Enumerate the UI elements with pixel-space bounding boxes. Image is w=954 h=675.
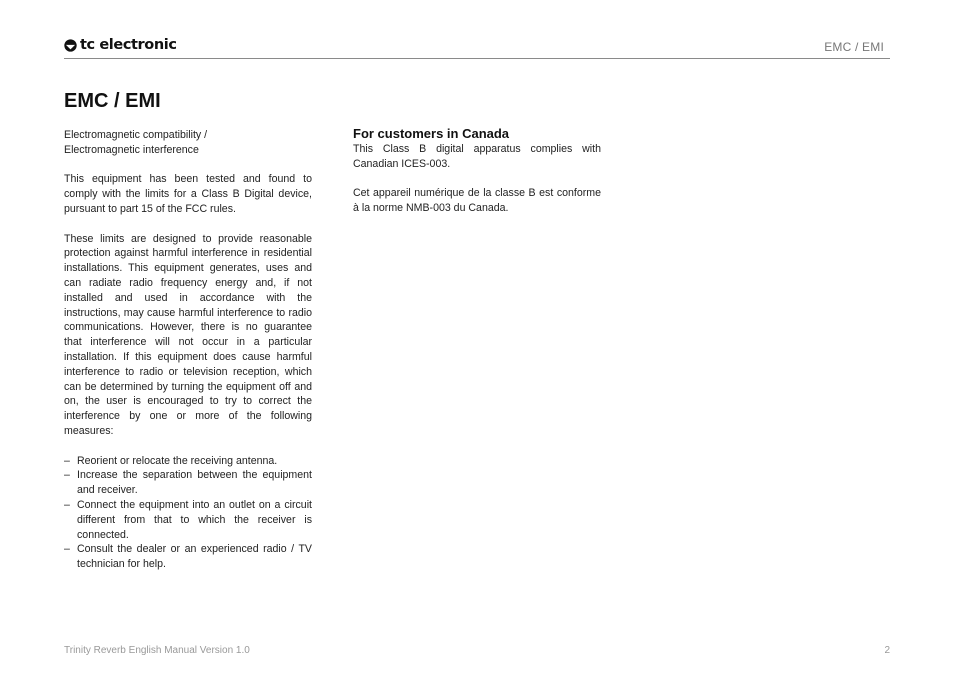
header-divider bbox=[64, 58, 890, 59]
intro-text: Electromagnetic compatibility / Electromagnetic interference bbox=[64, 129, 208, 156]
list-item-text: Consult the dealer or an experienced radio / TV technician for help. bbox=[77, 543, 312, 571]
canada-french-paragraph: Cet appareil numérique de la classe B est conforme à la norme NMB-003 du Canada. bbox=[353, 187, 601, 215]
footer-page-number: 2 bbox=[884, 645, 890, 656]
measures-list bbox=[64, 454, 312, 572]
list-item bbox=[64, 454, 312, 469]
dash-bullet: – bbox=[64, 498, 70, 511]
logo-text: tc electronic bbox=[80, 37, 177, 53]
canada-english-paragraph: This Class B digital apparatus complies with Canadian ICES-003. bbox=[353, 143, 601, 170]
fcc-paragraph: This equipment has been tested and found to comply with the limits for a Class B Digital device, pursuant to part 15 of the FCC rules. bbox=[64, 173, 312, 215]
footer-manual-title: Trinity Reverb English Manual Version 1.0 bbox=[64, 645, 250, 656]
left-column bbox=[64, 128, 312, 572]
list-item-text: Reorient or relocate the receiving antenna. bbox=[77, 454, 278, 467]
page-title: EMC / EMI bbox=[64, 90, 161, 112]
list-item bbox=[64, 542, 312, 572]
list-item bbox=[64, 498, 312, 542]
list-item bbox=[64, 468, 312, 498]
list-item-text: Increase the separation between the equipment and receiver. bbox=[77, 469, 312, 497]
dash-bullet: – bbox=[64, 469, 70, 482]
right-column bbox=[353, 125, 601, 231]
list-item-text: Connect the equipment into an outlet on a circuit different from that to which the receiver is connected. bbox=[77, 498, 312, 541]
canada-heading: For customers in Canada bbox=[353, 126, 510, 141]
dash-bullet: – bbox=[64, 543, 70, 556]
limits-paragraph: These limits are designed to provide reasonable protection against harmful interference in residential installations. This equipment generates, uses and can radiate radio frequency energy and, if not installed and used in accordance with the instructions, may cause harmful interference to radio communications. However, there is no guarantee that interference will not occur in a particular installation. If this equipment does cause harmful interference to radio or television reception, which can be determined by turning the equipment off and on, the user is encouraged to try to correct the interference by one or more of the following measures: bbox=[64, 232, 312, 437]
tc-electronic-logo-icon bbox=[64, 39, 77, 52]
dash-bullet: – bbox=[64, 454, 70, 467]
header-section-label: EMC / EMI bbox=[824, 40, 884, 54]
brand-logo bbox=[64, 36, 177, 54]
